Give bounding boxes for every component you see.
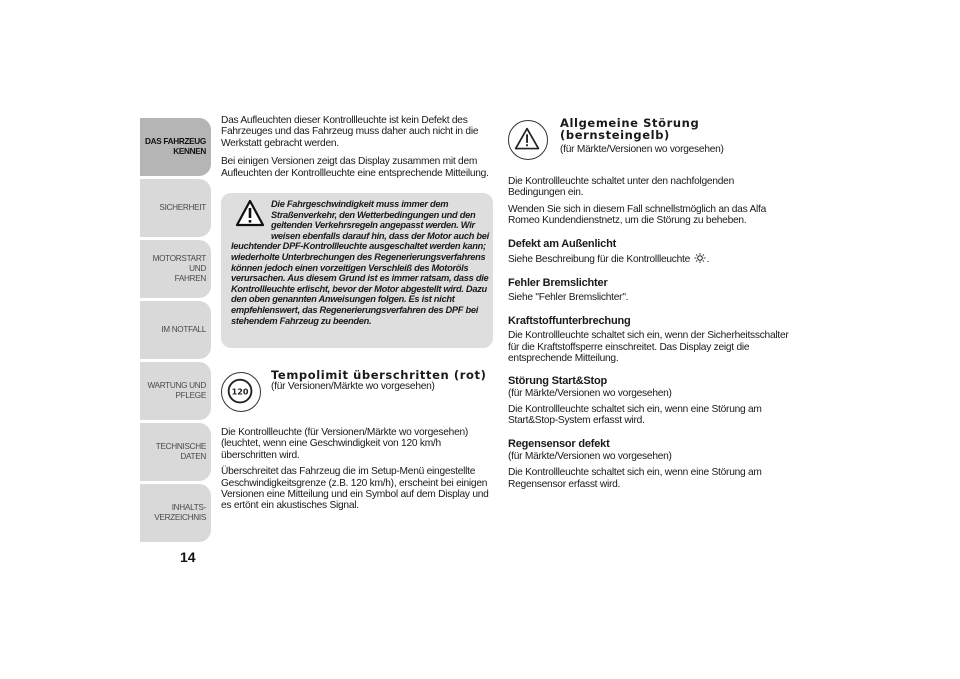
general-fault-paragraph-2: Wenden Sie sich in diesem Fall schnellstmöglich an das Alfa Romeo Kundendienstnetz, um die Störung zu beheben. [508,203,766,227]
speed-limit-value: 120 [231,387,249,397]
tab-im-notfall[interactable]: IM NOTFALL [140,301,211,359]
exterior-light-text [508,253,790,265]
tab-inhaltsverzeichnis[interactable]: INHALTS- VERZEICHNIS [140,484,211,542]
warning-text [231,199,489,326]
speed-limit-paragraph-1: Die Kontrollleuchte (für Versionen/Märkte wo vorgesehen) (leuchtet, wenn eine Geschwindigkeit von 120 km/h überschritten wird. [221,427,469,461]
speed-limit-heading-block [271,369,496,392]
tab-motorstart-und-fahren[interactable]: MOTORSTART UND FAHREN [140,240,211,298]
heading-exterior-light: Defekt am Außenlicht [508,237,617,250]
general-fault-title-line1: Allgemeine Störung [560,116,700,130]
exterior-light-icon [693,253,707,263]
rain-sensor-text: Die Kontrollleuchte schaltet sich ein, wenn eine Störung am Regensensor erfasst wird. [508,467,762,490]
warning-text-content: Die Fahrgeschwindigkeit muss immer dem Straßenverkehr, den Wetterbedingungen und den geltenden Verkehrsregeln angepasst werden. Wir weisen ebenfalls darauf hin, dass der Motor auch bei leuchtender DPF-Kontrollleuchte ausgeschaltet werden kann; wiederholte Unterbrechungen des Regenerierungsverfahrens können jedoch einen vorzeitigen Verschleiß des Motoröls verursachen. Aus diesem Grund ist es immer ratsam, dass die Kontrollleuchte erlischt, bevor der Motor abgestellt wird. Dazu den oben genannten Anweisungen folgen. Es ist nicht empfehlenswert, das Regenerierungsverfahren des DPF bei stehendem Fahrzeug zu beenden. [231,199,489,326]
tab-sicherheit[interactable]: SICHERHEIT [140,179,211,237]
general-fault-subtitle: (für Märkte/Versionen wo vorgesehen) [560,144,724,155]
left-column-intro [221,115,493,179]
fuel-cutoff-text: Die Kontrollleuchte schaltet sich ein, wenn der Sicherheitsschalter für die Kraftstoffsperre einschreitet. Das Display zeigt die entsprechende Mitteilung. [508,330,789,365]
exterior-light-text-end: . [706,253,710,265]
start-stop-subtitle: (für Märkte/Versionen wo vorgesehen) [508,387,672,399]
tab-das-fahrzeug-kennen[interactable]: DAS FAHRZEUG KENNEN [140,118,211,176]
heading-brake-lights: Fehler Bremslichter [508,277,608,290]
display-paragraph: Bei einigen Versionen zeigt das Display zusammen mit dem Aufleuchten der Kontrollleuchte eine entsprechende Mitteilung. [221,156,489,179]
speed-limit-subtitle: (für Versionen/Märkte wo vorgesehen) [271,381,435,392]
heading-start-stop: Störung Start&Stop [508,374,608,387]
warning-box [221,193,493,348]
heading-rain-sensor: Regensensor defekt [508,437,610,450]
speed-limit-icon [221,372,261,412]
speed-limit-description [221,427,493,512]
right-column-body [508,176,790,490]
page-number: 14 [180,549,196,565]
general-fault-title-line2: (bernsteingelb) [560,128,670,142]
rain-sensor-subtitle: (für Märkte/Versionen wo vorgesehen) [508,450,672,462]
start-stop-text: Die Kontrollleuchte schaltet sich ein, wenn eine Störung am Start&Stop-System erfasst wird. [508,404,762,427]
exterior-light-text-content: Siehe Beschreibung für die Kontrollleuchte [508,253,691,265]
general-fault-paragraph-1: Die Kontrollleuchte schaltet unter den nachfolgenden Bedingungen ein. [508,176,735,199]
speed-limit-title: Tempolimit überschritten (rot) [271,368,487,382]
general-fault-icon [508,120,548,160]
heading-fuel-cutoff: Kraftstoffunterbrechung [508,315,631,328]
tab-technische-daten[interactable]: TECHNISCHE DATEN [140,423,211,481]
tab-wartung-und-pflege[interactable]: WARTUNG UND PFLEGE [140,362,211,420]
brake-lights-text: Siehe "Fehler Bremslichter". [508,292,629,304]
chapter-sidebar [140,118,211,545]
general-fault-heading-block [560,117,790,155]
intro-paragraph: Das Aufleuchten dieser Kontrollleuchte ist kein Defekt des Fahrzeuges und das Fahrzeug muss daher auch nicht in die Werkstatt gebracht werden. [221,115,479,149]
speed-limit-paragraph-2: Überschreitet das Fahrzeug die im Setup-Menü eingestellte Geschwindigkeitsgrenze (z.B. 120 km/h), erscheint bei einigen Versionen eine Mitteilung und ein Symbol auf dem Display und es ertönt ein akustisches Signal. [221,466,489,512]
